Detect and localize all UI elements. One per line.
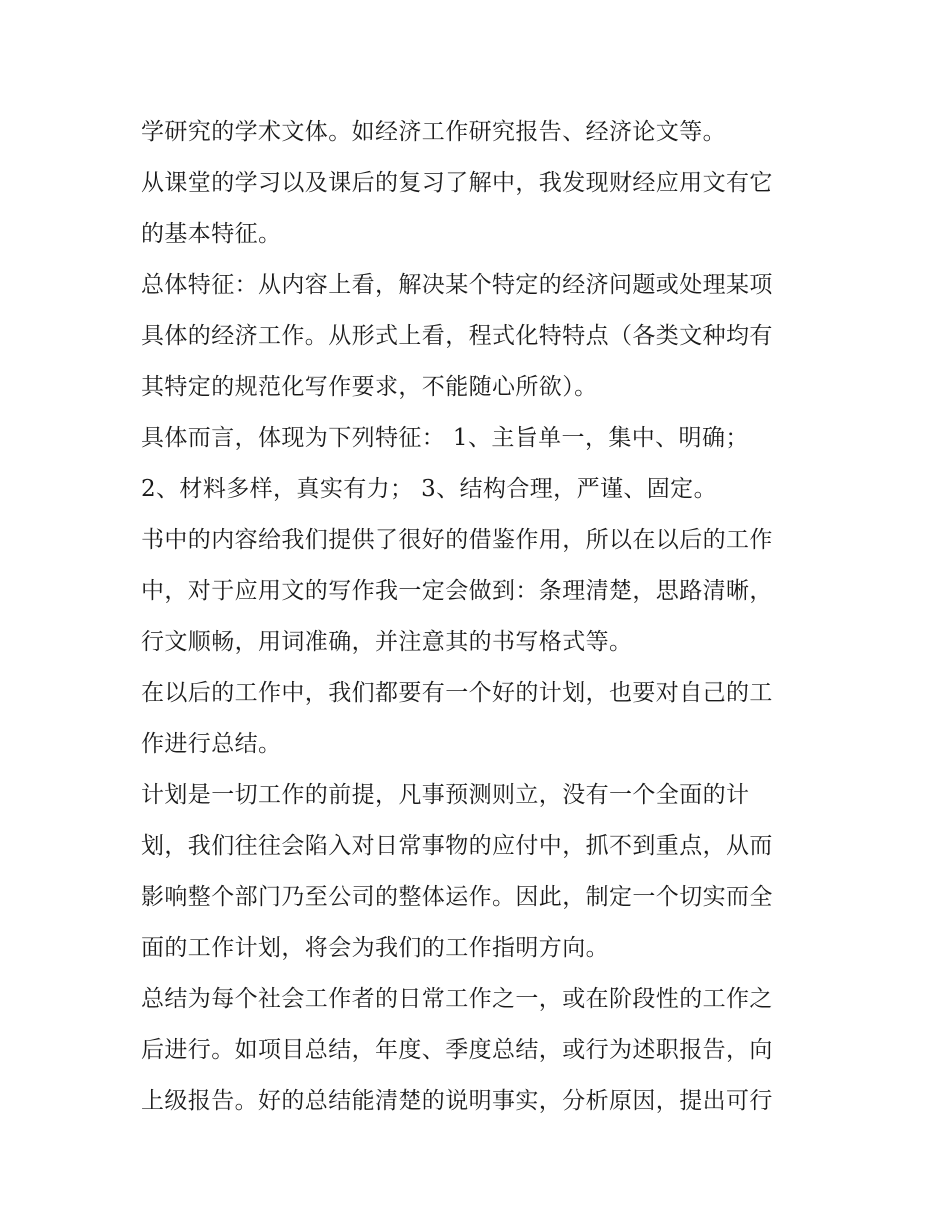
text-line: 具体的经济工作。从形式上看，程式化特特点（各类文种均有 bbox=[141, 323, 773, 349]
text-line: 作进行总结。 bbox=[141, 731, 282, 757]
text-line: 从课堂的学习以及课后的复习了解中，我发现财经应用文有它 bbox=[141, 170, 773, 196]
text-line: 影响整个部门乃至公司的整体运作。因此，制定一个切实而全 bbox=[141, 884, 773, 910]
text-line: 学研究的学术文体。如经济工作研究报告、经济论文等。 bbox=[141, 119, 726, 145]
text-line: 总体特征：从内容上看，解决某个特定的经济问题或处理某项 bbox=[141, 272, 773, 298]
text-line: 在以后的工作中，我们都要有一个好的计划，也要对自己的工 bbox=[141, 680, 773, 706]
text-line: 具体而言，体现为下列特征： 1、主旨单一，集中、明确； bbox=[141, 425, 749, 451]
text-line: 后进行。如项目总结，年度、季度总结，或行为述职报告，向 bbox=[141, 1037, 773, 1063]
text-line: 面的工作计划，将会为我们的工作指明方向。 bbox=[141, 935, 609, 961]
text-line: 2、材料多样，真实有力； 3、结构合理，严谨、固定。 bbox=[141, 476, 717, 502]
text-line: 中，对于应用文的写作我一定会做到：条理清楚，思路清晰， bbox=[141, 578, 773, 604]
text-line: 总结为每个社会工作者的日常工作之一，或在阶段性的工作之 bbox=[141, 986, 773, 1012]
text-line: 划，我们往往会陷入对日常事物的应付中，抓不到重点，从而 bbox=[141, 833, 773, 859]
text-line: 的基本特征。 bbox=[141, 221, 282, 247]
text-line: 计划是一切工作的前提，凡事预测则立，没有一个全面的计 bbox=[141, 782, 750, 808]
text-line: 书中的内容给我们提供了很好的借鉴作用，所以在以后的工作 bbox=[141, 527, 773, 553]
text-line: 上级报告。好的总结能清楚的说明事实，分析原因，提出可行 bbox=[141, 1088, 773, 1114]
text-line: 其特定的规范化写作要求，不能随心所欲）。 bbox=[141, 374, 598, 400]
text-line: 行文顺畅，用词准确，并注意其的书写格式等。 bbox=[141, 629, 633, 655]
document-body bbox=[141, 107, 841, 1127]
